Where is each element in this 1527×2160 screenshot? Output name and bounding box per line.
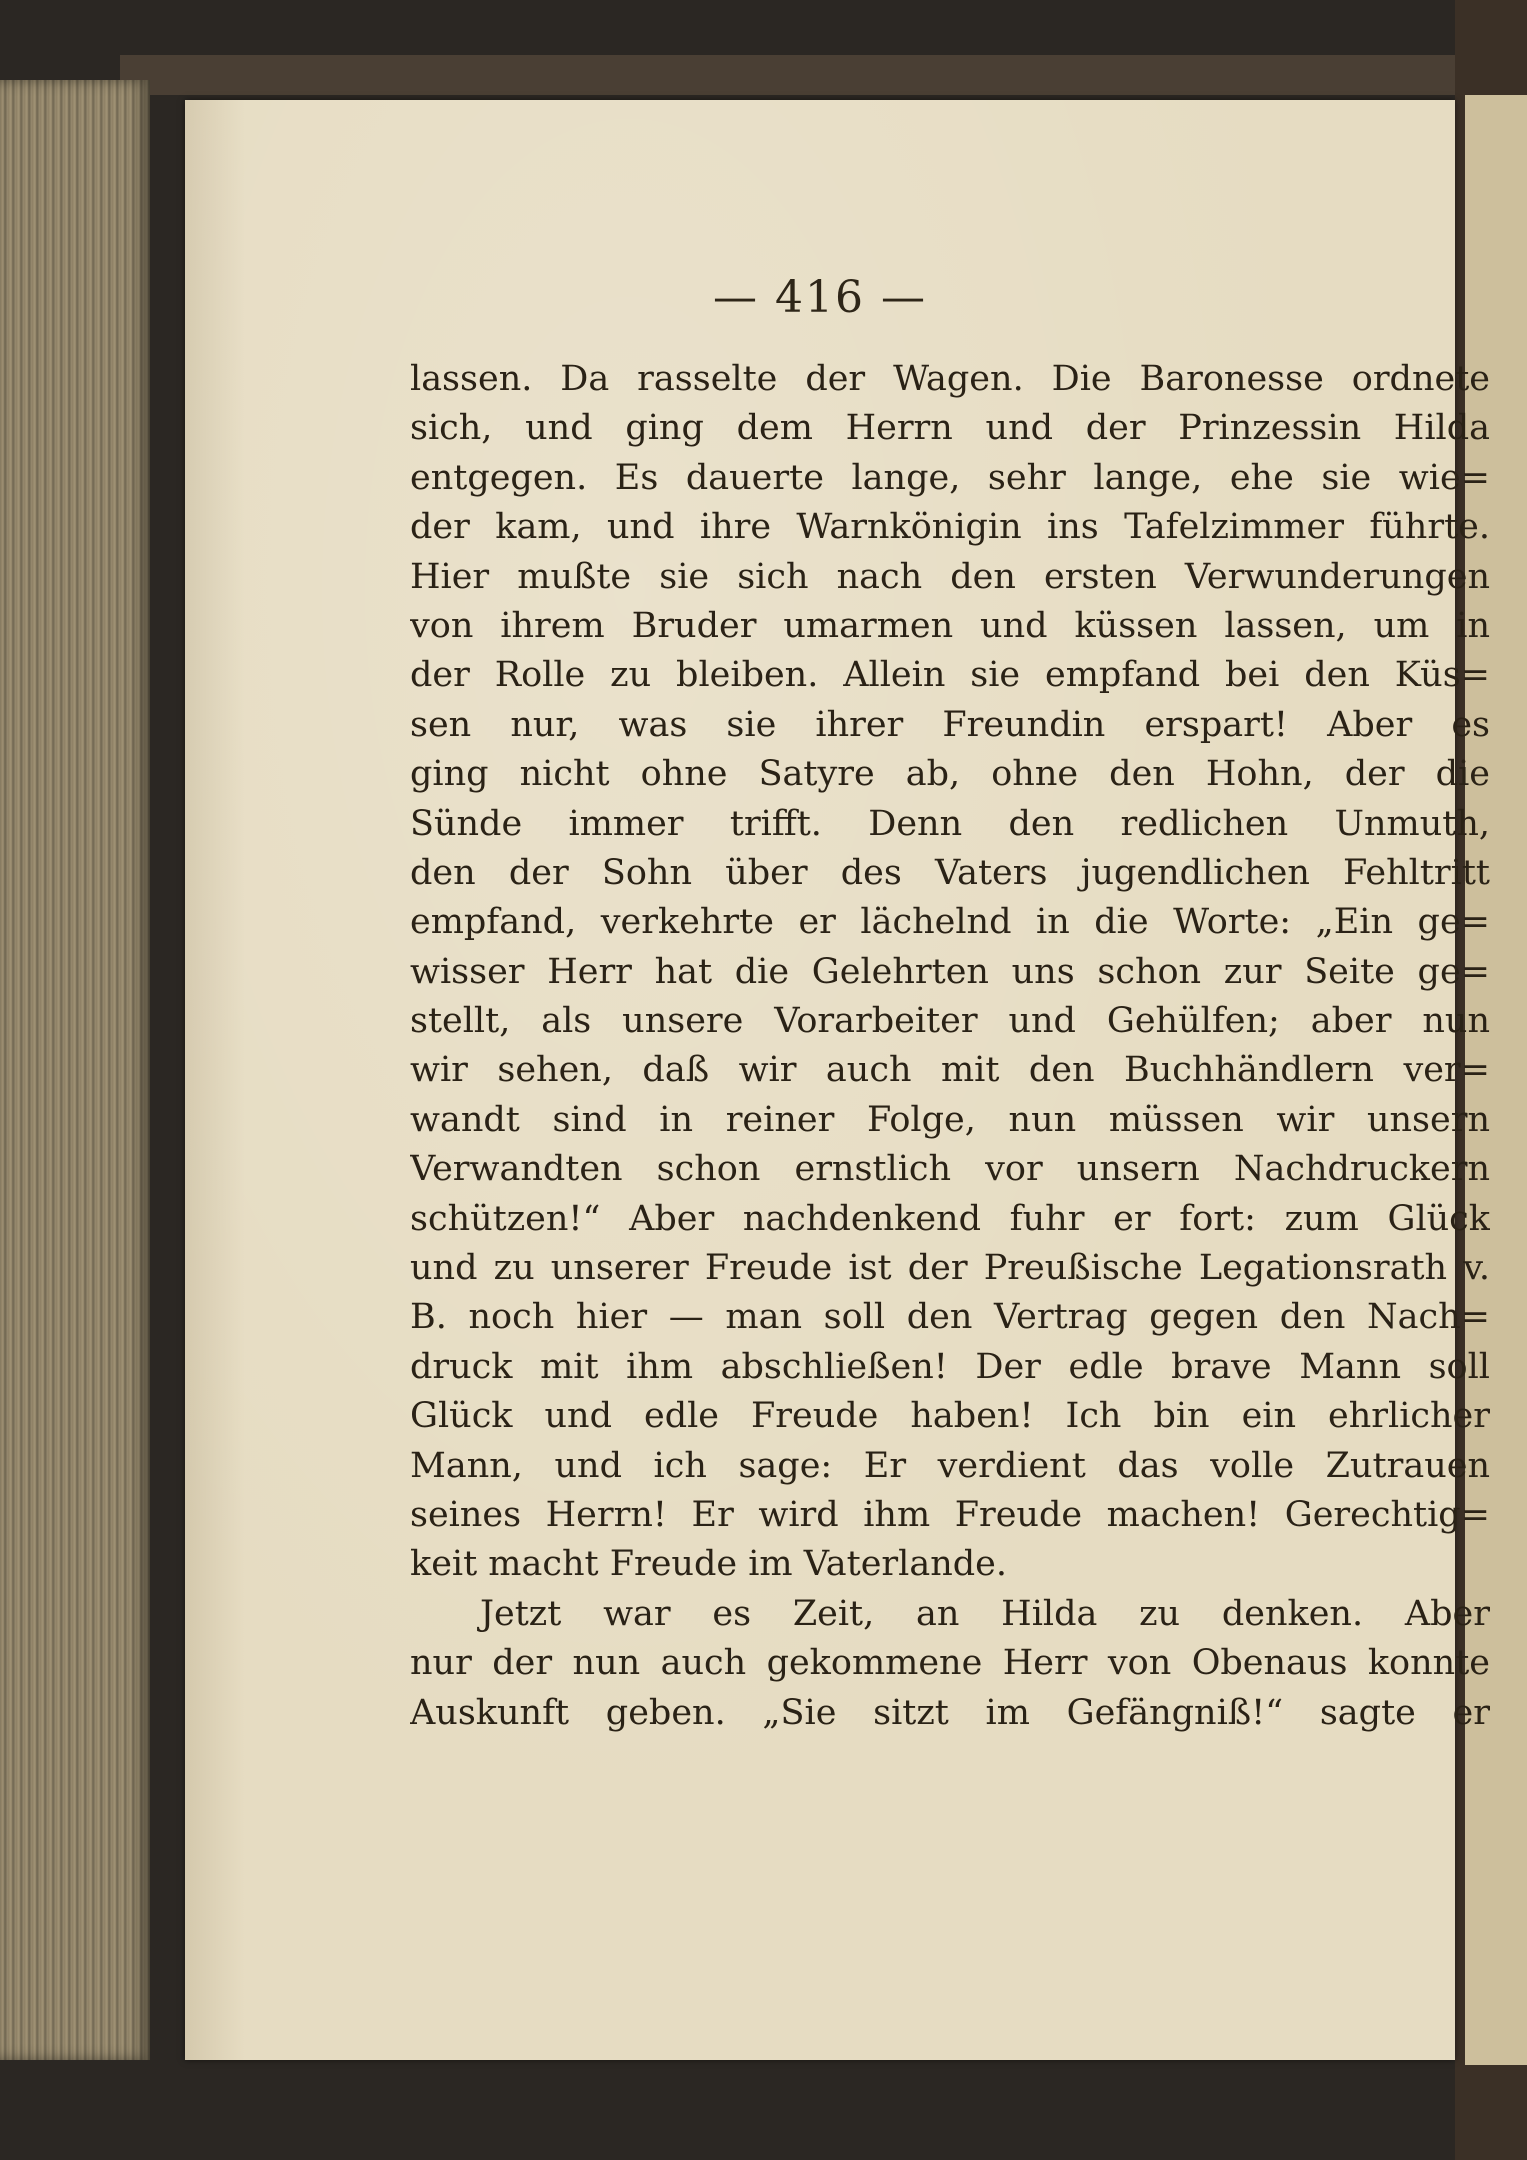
text-line: wandt sind in reiner Folge, nun müssen wir unsern (410, 1099, 1490, 1140)
page-number: — 416 — (713, 272, 927, 323)
text-line: seines Herrn! Er wird ihm Freude machen! Gerechtig= (410, 1494, 1490, 1535)
text-line: Mann, und ich sage: Er verdient das volle Zutrauen (410, 1445, 1490, 1486)
book-page (185, 100, 1490, 2060)
text-line: Sünde immer trifft. Denn den redlichen Unmuth, (410, 803, 1490, 844)
text-line: Glück und edle Freude haben! Ich bin ein ehrlicher (410, 1396, 1490, 1437)
book-cover-top-edge (120, 55, 1470, 95)
text-line: sen nur, was sie ihrer Freundin erspart! Aber es (410, 704, 1490, 745)
text-line: wir sehen, daß wir auch mit den Buchhändlern ver= (410, 1050, 1490, 1091)
text-line: Verwandten schon ernstlich vor unsern Nachdruckern (410, 1149, 1490, 1190)
text-line: der Rolle zu bleiben. Allein sie empfand bei den Küs= (410, 655, 1490, 696)
text-line-paragraph-end: keit macht Freude im Vaterlande. (410, 1544, 1007, 1585)
text-line: von ihrem Bruder umarmen und küssen lassen, um in (410, 605, 1490, 646)
text-line: der kam, und ihre Warnkönigin ins Tafelzimmer führte. (410, 507, 1490, 548)
text-line: nur der nun auch gekommene Herr von Obenaus konnte (410, 1643, 1490, 1684)
text-line: B. noch hier — man soll den Vertrag gegen den Nach= (410, 1297, 1490, 1338)
book-page-block-edges (0, 80, 150, 2060)
text-line: empfand, verkehrte er lächelnd in die Worte: „Ein ge= (410, 902, 1490, 943)
text-line: und zu unserer Freude ist der Preußische Legationsrath v. (410, 1248, 1490, 1289)
text-line: den der Sohn über des Vaters jugendlichen Fehltritt (410, 852, 1490, 893)
page-text-body (410, 355, 1490, 1738)
text-line: sich, und ging dem Herrn und der Prinzessin Hilda (410, 408, 1490, 449)
text-line-paragraph-start: Jetzt war es Zeit, an Hilda zu denken. Aber (480, 1593, 1490, 1634)
text-line: lassen. Da rasselte der Wagen. Die Baronesse ordnete (410, 359, 1490, 399)
text-line: ging nicht ohne Satyre ab, ohne den Hohn, der die (410, 754, 1490, 795)
text-line: schützen!“ Aber nachdenkend fuhr er fort: zum Glück (410, 1198, 1490, 1239)
text-line: wisser Herr hat die Gelehrten uns schon zur Seite ge= (410, 951, 1490, 992)
text-line: Auskunft geben. „Sie sitzt im Gefängniß!“ sagte er (410, 1692, 1490, 1733)
text-line: druck mit ihm abschließen! Der edle brave Mann soll (410, 1346, 1490, 1387)
text-line: entgegen. Es dauerte lange, sehr lange, ehe sie wie= (410, 457, 1490, 498)
text-line: Hier mußte sie sich nach den ersten Verwunderungen (410, 556, 1490, 597)
text-line: stellt, als unsere Vorarbeiter und Gehülfen; aber nun (410, 1001, 1490, 1042)
